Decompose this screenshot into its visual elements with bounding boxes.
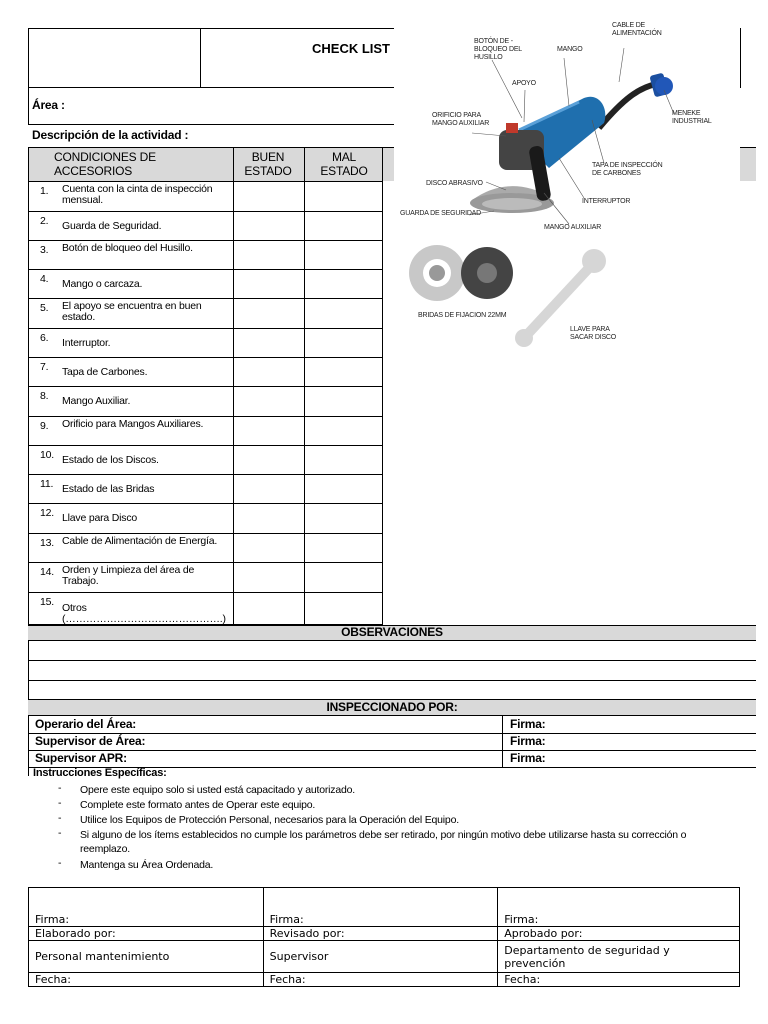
instruction-item: Opere este equipo solo si usted está capacitado y autorizado. bbox=[80, 784, 355, 796]
label-tapa: TAPA DE INSPECCIÓN DE CARBONES bbox=[592, 162, 663, 177]
instruction-bullet: - bbox=[58, 782, 62, 794]
col-good-header: BUEN ESTADO bbox=[244, 150, 292, 178]
good-state-cell[interactable] bbox=[234, 593, 304, 625]
table-row bbox=[28, 417, 383, 446]
row-number: 6. bbox=[40, 332, 49, 344]
inspector-role-label: Supervisor APR: bbox=[35, 751, 127, 765]
good-state-cell[interactable] bbox=[234, 358, 304, 387]
instruction-bullet: - bbox=[58, 797, 62, 809]
instruction-item: Complete este formato antes de Operar este equipo. bbox=[80, 799, 316, 811]
bad-state-cell[interactable] bbox=[305, 475, 382, 504]
good-state-cell[interactable] bbox=[234, 504, 304, 534]
inspected-row bbox=[28, 734, 756, 751]
table-row bbox=[28, 534, 383, 563]
inspector-signature-label: Firma: bbox=[510, 717, 546, 731]
name-revisado: Supervisor bbox=[263, 941, 498, 973]
bad-state-cell[interactable] bbox=[305, 387, 382, 417]
row-condition-text: Llave para Disco bbox=[62, 512, 138, 524]
document-title: CHECK LIST bbox=[312, 41, 390, 56]
table-row bbox=[28, 504, 383, 534]
good-state-cell[interactable] bbox=[234, 534, 304, 563]
area-label: Área : bbox=[32, 98, 65, 112]
row-number: 4. bbox=[40, 273, 49, 285]
bad-state-cell[interactable] bbox=[305, 182, 382, 212]
row-number: 9. bbox=[40, 420, 49, 432]
row-number: 10. bbox=[40, 449, 54, 461]
inspected-row bbox=[28, 751, 756, 768]
col-bad-header: MAL ESTADO bbox=[320, 150, 368, 178]
instruction-item: Si alguno de los ítems establecidos no cumple los parámetros debe ser retirado, por ningún motivo debe utilizarse hasta su corrección o reemplazo. bbox=[80, 829, 687, 855]
table-row bbox=[28, 446, 383, 475]
row-number: 12. bbox=[40, 507, 54, 519]
instruction-bullet: - bbox=[58, 857, 62, 869]
row-number: 7. bbox=[40, 361, 49, 373]
label-mango-aux: MANGO AUXILIAR bbox=[544, 224, 602, 231]
label-bridas: BRIDAS DE FIJACION 22MM bbox=[418, 312, 507, 319]
table-row bbox=[28, 475, 383, 504]
bad-state-cell[interactable] bbox=[305, 329, 382, 358]
row-condition-text: Mango Auxiliar. bbox=[62, 395, 131, 407]
row-number: 2. bbox=[40, 215, 49, 227]
label-meneke: MENEKE INDUSTRIAL bbox=[672, 110, 712, 125]
inspected-title: INSPECCIONADO POR: bbox=[326, 700, 458, 714]
bad-state-cell[interactable] bbox=[305, 417, 382, 446]
label-guarda: GUARDA DE SEGURIDAD bbox=[400, 210, 481, 217]
bad-state-cell[interactable] bbox=[305, 563, 382, 593]
table-row bbox=[28, 299, 383, 329]
table-row bbox=[28, 241, 383, 270]
label-apoyo: APOYO bbox=[512, 80, 536, 87]
good-state-cell[interactable] bbox=[234, 417, 304, 446]
row-number: 3. bbox=[40, 244, 49, 256]
bad-state-cell[interactable] bbox=[305, 446, 382, 475]
bad-state-cell[interactable] bbox=[305, 534, 382, 563]
good-state-cell[interactable] bbox=[234, 387, 304, 417]
inspected-row bbox=[28, 717, 756, 734]
table-row bbox=[28, 329, 383, 358]
table-row bbox=[28, 593, 383, 625]
table-row bbox=[28, 563, 383, 593]
observations-title: OBSERVACIONES bbox=[341, 625, 443, 639]
inspector-signature-label: Firma: bbox=[510, 734, 546, 748]
bad-state-cell[interactable] bbox=[305, 212, 382, 241]
row-number: 8. bbox=[40, 390, 49, 402]
activity-label: Descripción de la actividad : bbox=[32, 128, 189, 142]
good-state-cell[interactable] bbox=[234, 270, 304, 299]
label-cable: CABLE DE ALIMENTACIÓN bbox=[612, 22, 662, 37]
row-condition-text: Mango o carcaza. bbox=[62, 278, 143, 290]
good-state-cell[interactable] bbox=[234, 446, 304, 475]
inspector-role-label: Supervisor de Área: bbox=[35, 734, 146, 748]
row-condition-text: Tapa de Carbones. bbox=[62, 366, 148, 378]
name-aprobado: Departamento de seguridad y prevención bbox=[498, 941, 740, 973]
table-row bbox=[28, 270, 383, 299]
label-interruptor: INTERRUPTOR bbox=[582, 198, 631, 205]
good-state-cell[interactable] bbox=[234, 329, 304, 358]
fecha-1: Fecha: bbox=[29, 973, 264, 987]
row-number: 1. bbox=[40, 185, 49, 197]
row-number: 14. bbox=[40, 566, 54, 578]
row-condition-text: Orificio para Mangos Auxiliares. bbox=[62, 418, 204, 430]
row-condition-text: Estado de los Discos. bbox=[62, 454, 159, 466]
instructions-title: Instrucciones Específicas: bbox=[33, 767, 167, 779]
col-conditions-header: CONDICIONES DE ACCESORIOS bbox=[54, 150, 156, 178]
role-aprobado: Aprobado por: bbox=[498, 927, 740, 941]
row-condition-text: Cable de Alimentación de Energía. bbox=[62, 535, 218, 547]
good-state-cell[interactable] bbox=[234, 241, 304, 270]
row-number: 11. bbox=[40, 478, 54, 490]
bad-state-cell[interactable] bbox=[305, 593, 382, 625]
label-mango: MANGO bbox=[557, 46, 583, 53]
signature-table bbox=[28, 887, 740, 987]
table-row bbox=[28, 182, 383, 212]
row-number: 5. bbox=[40, 302, 49, 314]
row-condition-text: Estado de las Bridas bbox=[62, 483, 155, 495]
label-orificio: ORIFICIO PARA MANGO AUXILIAR bbox=[432, 112, 490, 127]
bad-state-cell[interactable] bbox=[305, 270, 382, 299]
row-condition-text: Cuenta con la cinta de inspección mensual. bbox=[62, 183, 213, 206]
row-condition-text: Botón de bloqueo del Husillo. bbox=[62, 242, 193, 254]
instruction-item: Mantenga su Área Ordenada. bbox=[80, 859, 214, 871]
instruction-bullet: - bbox=[58, 827, 62, 839]
table-row bbox=[28, 358, 383, 387]
table-row bbox=[28, 387, 383, 417]
good-state-cell[interactable] bbox=[234, 212, 304, 241]
grinder-diagram bbox=[394, 18, 740, 364]
label-boton: BOTÓN DE - BLOQUEO DEL HUSILLO bbox=[474, 38, 522, 61]
row-condition-text: Orden y Limpieza del área de Trabajo. bbox=[62, 564, 195, 587]
row-condition-text: Otros (……………………………………….) bbox=[62, 602, 226, 625]
row-condition-text: Guarda de Seguridad. bbox=[62, 220, 162, 232]
row-number: 15. bbox=[40, 596, 54, 608]
good-state-cell[interactable] bbox=[234, 299, 304, 329]
row-number: 13. bbox=[40, 537, 54, 549]
inspector-signature-label: Firma: bbox=[510, 751, 546, 765]
firma-1: Firma: bbox=[29, 888, 264, 927]
name-elaborado: Personal mantenimiento bbox=[29, 941, 264, 973]
firma-3: Firma: bbox=[498, 888, 740, 927]
table-row bbox=[28, 212, 383, 241]
inspector-role-label: Operario del Área: bbox=[35, 717, 137, 731]
fecha-2: Fecha: bbox=[263, 973, 498, 987]
bad-state-cell[interactable] bbox=[305, 358, 382, 387]
row-condition-text: El apoyo se encuentra en buen estado. bbox=[62, 300, 202, 323]
instruction-item: Utilice los Equipos de Protección Personal, necesarios para la Operación del Equipo. bbox=[80, 814, 459, 826]
fecha-3: Fecha: bbox=[498, 973, 740, 987]
good-state-cell[interactable] bbox=[234, 475, 304, 504]
bad-state-cell[interactable] bbox=[305, 299, 382, 329]
instruction-bullet: - bbox=[58, 812, 62, 824]
bad-state-cell[interactable] bbox=[305, 241, 382, 270]
label-llave: LLAVE PARA SACAR DISCO bbox=[570, 326, 617, 341]
bad-state-cell[interactable] bbox=[305, 504, 382, 534]
firma-2: Firma: bbox=[263, 888, 498, 927]
row-condition-text: Interruptor. bbox=[62, 337, 111, 349]
label-disco: DISCO ABRASIVO bbox=[426, 180, 483, 187]
role-elaborado: Elaborado por: bbox=[29, 927, 264, 941]
role-revisado: Revisado por: bbox=[263, 927, 498, 941]
good-state-cell[interactable] bbox=[234, 563, 304, 593]
good-state-cell[interactable] bbox=[234, 182, 304, 212]
